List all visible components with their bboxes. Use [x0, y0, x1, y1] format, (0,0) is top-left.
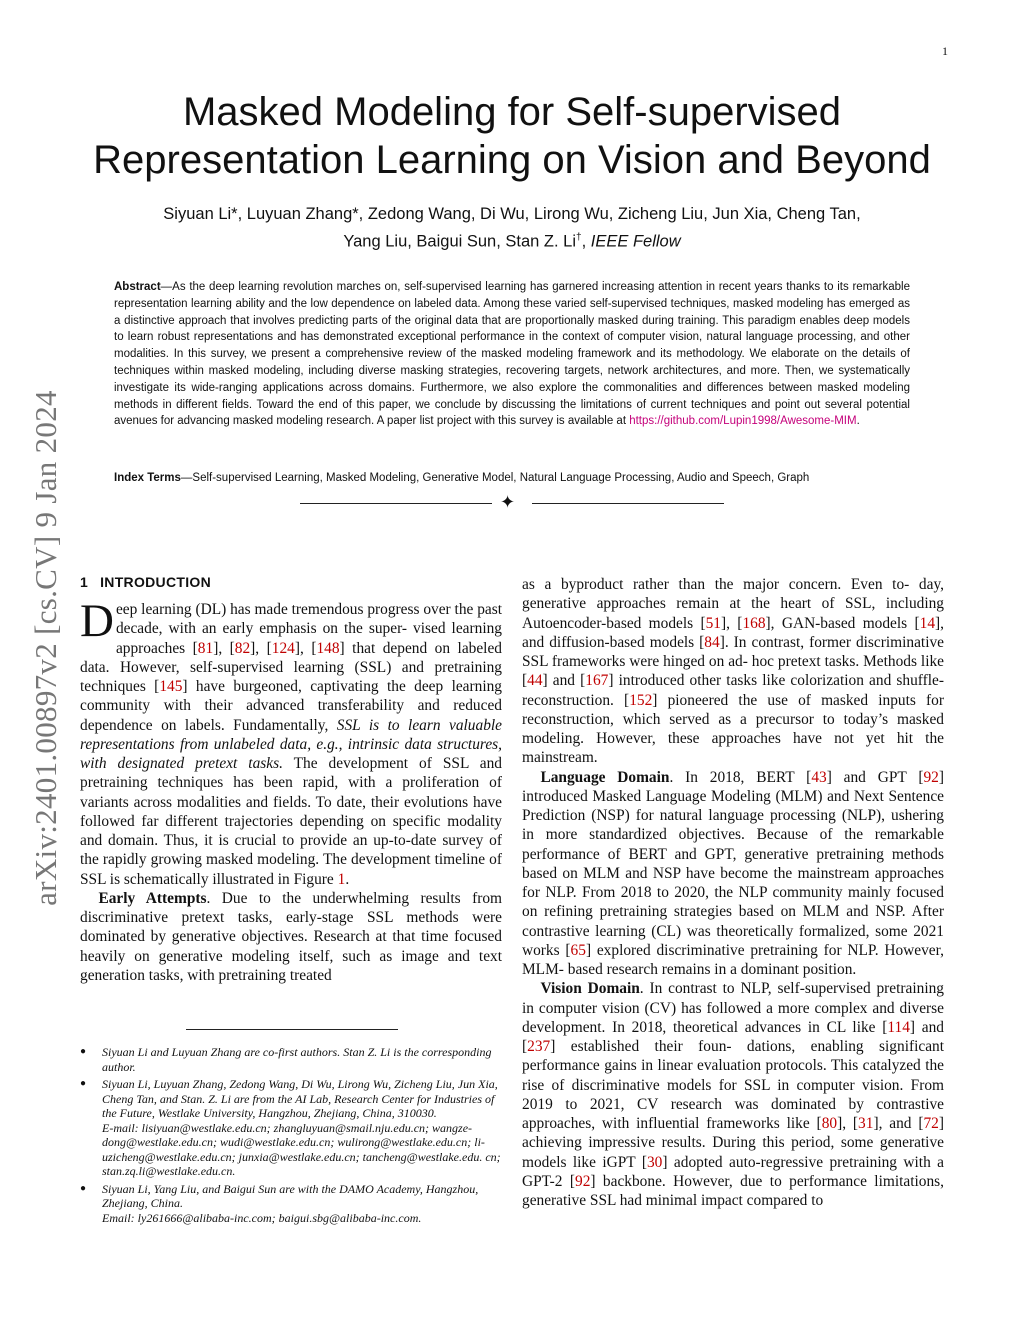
left-column [80, 572, 502, 985]
text-run: ], and diffusion-based models [ [522, 614, 944, 651]
citation-link[interactable]: 72 [923, 1115, 939, 1132]
citation-link[interactable]: 65 [570, 941, 586, 959]
text-run: ] achieving impressive results. During this period, some generative models like iGPT [ [522, 1115, 945, 1171]
title-line-1: Masked Modeling for Self-supervised [182, 90, 842, 134]
text-run: ], [ [837, 1115, 859, 1132]
paragraph-heading: Language Domain [540, 768, 670, 786]
text-run: . In contrast to NLP, self-supervised pretraining in computer vision (CV) has followed a more complex and diverse development. In 2018, theoretical advances in CL like [ [522, 980, 944, 1036]
section-number: 1 [80, 574, 89, 590]
figure-link[interactable]: 1 [337, 870, 346, 888]
arxiv-identifier-stamp: arXiv:2401.00897v2 [cs.CV] 9 Jan 2024 [28, 390, 63, 906]
separator-rule-left [300, 503, 492, 504]
text-run: ] adopted auto-regressive pretraining with a GPT-2 [ [522, 1153, 945, 1190]
index-terms-text: —Self-supervised Learning, Masked Modeling, Generative Model, Natural Language Processing, Audio and Speech, Graph [180, 472, 810, 484]
abstract-heading: Abstract [114, 281, 161, 293]
citation-link[interactable]: 82 [234, 639, 251, 657]
italic-definition: SSL is to learn valuable representations from unlabeled data, e.g., intrinsic data structures, with designated pretext tasks. [80, 716, 502, 772]
title-line-2: Representation Learning on Vision and Beyond [93, 138, 931, 182]
citation-link[interactable]: 51 [705, 614, 721, 632]
citation-link[interactable]: 80 [821, 1115, 838, 1132]
text-run: ] explored discriminative pretraining for NLP. However, MLM- based research remains in a dominant position. [522, 941, 944, 978]
author-line-2 [72, 226, 952, 254]
index-terms [114, 470, 910, 486]
text-run: ], [ [721, 614, 743, 632]
footnote-text: Siyuan Li, Yang Liu, and Baigui Sun are with the DAMO Academy, Hangzhou, Zhejiang, China. [102, 1181, 479, 1210]
text-run: ], [ [294, 639, 317, 657]
text-run: ] established their foun- dations, enabling significant performance gains in linear evaluation protocols. This catalyzed the rise of discriminative models for SSL in computer vision. From 2019 to 2021, CV research was dominated by contrastive approaches, with influential frameworks like [ [522, 1038, 944, 1132]
drop-cap: D [80, 595, 114, 647]
text-run: ], and [ [873, 1115, 924, 1132]
abstract-text: —As the deep learning revolution marches on, self-supervised learning has garnered increasing attention in recent years thanks to its remarkable representation learning ability and the low dependence on labeled data. Among these varied self-supervised techniques, masked modeling has emerged as a distinctive approach that involves predicting parts of the original data that are proportionally masked during training. This paradigm enables deep models to learn robust representations and has demonstrated exceptional performance in the context of computer vision, natural language processing, and other modalities. In this survey, we present a comprehensive review of the masked modeling framework and its methodology. We elaborate on the details of techniques within masked modeling, including diverse masking strategies, recovering targets, network architectures, and more. Then, we systematically investigate its wide-ranging applications across domains. Furthermore, we also explore the commonalities and differences between masked modeling methods in different fields. Toward the end of this paper, we conclude by discussing the limitations of current techniques and point out several potential avenues for advancing masked modeling research. A paper list project with this survey is available at [114, 281, 910, 428]
paragraph-heading: Early Attempts [98, 889, 207, 907]
diamond-ornament-icon: ✦ [500, 492, 516, 512]
citation-link[interactable]: 114 [887, 1018, 910, 1036]
text-run: ]. In contrast, former discriminative SSL frameworks were hinged on ad- hoc pretext tasks. Methods like [ [522, 633, 945, 690]
paragraph-heading: Vision Domain [540, 980, 640, 998]
bullet-icon: ● [80, 1182, 87, 1194]
text-run: ] introduced Masked Language Modeling (MLM) and Next Sentence Prediction (NSP) for natural language processing (NLP), ushering in more standardized objectives. Because of the remarkable performance of BERT and GPT, generative pretraining methods based on MLM and NSP have become the mainstream approaches for NLP. From 2018 to 2020, the NLP community mainly focused on refining pretraining strategies based on MLM and NSP. After contrastive learning (CL) was theoretically formalized, some 2021 works [ [522, 768, 944, 959]
citation-link[interactable]: 145 [159, 678, 183, 695]
footnote-rule [186, 1029, 398, 1030]
footnote-text: Siyuan Li and Luyuan Zhang are co-first authors. Stan Z. Li is the corresponding author. [102, 1045, 492, 1074]
separator-rule-right [532, 503, 724, 504]
text-run: ], [ [213, 639, 235, 657]
citation-link[interactable]: 14 [919, 614, 936, 632]
citation-link[interactable]: 167 [585, 672, 609, 690]
abstract-end: . [856, 415, 860, 428]
text-run: The development of SSL and pretraining techniques has been rapid, with a proliferation of variants across modalities and fields. To date, their evolutions have followed far different trajectories depending on specific modality and domain. Thus, it is crucial to provide an up-to-date survey of the rapidly growing masked modeling. The development timeline of SSL is schematically illustrated in Figure [80, 755, 502, 888]
intro-paragraph-1 [80, 595, 502, 889]
author-role: IEEE Fellow [590, 232, 681, 251]
author-names: Yang Liu, Baigui Sun, Stan Z. Li [343, 232, 577, 251]
text-run: ] and [ [522, 1018, 945, 1055]
text-run: ], [ [250, 639, 272, 657]
citation-link[interactable]: 168 [742, 614, 766, 632]
footnote-item [80, 1045, 502, 1074]
text-run: ] and [ [542, 672, 586, 690]
text-run: ] and GPT [ [826, 768, 924, 786]
page-number: 1 [942, 44, 948, 58]
citation-link[interactable]: 148 [316, 639, 340, 657]
text-run: . In 2018, BERT [ [669, 768, 812, 786]
text-run: as a byproduct rather than the major concern. Even to- day, generative approaches remain at the heart of SSL, including Autoencoder-based models [ [522, 576, 944, 632]
citation-link[interactable]: 152 [629, 691, 653, 709]
text-run: ], GAN-based models [ [765, 614, 920, 632]
citation-link[interactable]: 44 [527, 672, 543, 690]
citation-link[interactable]: 124 [271, 639, 295, 657]
citation-link[interactable]: 92 [575, 1172, 591, 1190]
right-column [522, 575, 944, 1210]
citation-link[interactable]: 81 [197, 639, 214, 657]
dagger-mark: † [576, 232, 582, 243]
language-domain-paragraph [522, 768, 944, 980]
section-title: INTRODUCTION [100, 574, 212, 590]
author-separator: , [581, 232, 591, 251]
footnote-email: E-mail: lisiyuan@westlake.edu.cn; zhangluyuan@smail.nju.edu.cn; wangze- dong@westlake.edu.cn; wudi@westlake.edu.cn; wulirong@westlake.edu.cn; li- uzicheng@westlake.edu.cn; junxia@westlake.edu.cn; tancheng@westlake.edu. cn; stan.zq.li@westlake.edu.cn. [102, 1120, 501, 1178]
text-run: ] have burgeoned, captivating the deep learning community with their advanced transferability and reduced dependence on labels. Fundamentally, [80, 678, 502, 734]
early-attempts-paragraph [80, 889, 502, 985]
footnote-item [80, 1077, 502, 1179]
section-separator [300, 494, 724, 514]
bullet-icon: ● [80, 1078, 87, 1089]
text-run: ] pioneered the use of masked inputs for reconstruction, which served as a precursor to today’s masked modeling. However, these approaches have not yet hit the mainstream. [522, 691, 944, 767]
footnote-email: Email: ly261666@alibaba-inc.com; baigui.sbg@alibaba-inc.com. [102, 1210, 422, 1225]
footnote-item [80, 1182, 502, 1226]
vision-domain-paragraph [522, 979, 944, 1210]
bullet-icon: ● [80, 1046, 87, 1057]
index-terms-heading: Index Terms [114, 472, 181, 484]
right-paragraph-1 [522, 575, 944, 768]
text-run: ] introduced other tasks like colorization and shuffle-reconstruction. [ [522, 672, 944, 709]
citation-link[interactable]: 43 [811, 768, 827, 786]
author-list [72, 203, 952, 254]
paper-title [72, 88, 952, 184]
citation-link[interactable]: 92 [923, 768, 939, 786]
author-line-1: Siyuan Li*, Luyuan Zhang*, Zedong Wang, Di Wu, Lirong Wu, Zicheng Liu, Jun Xia, Cheng Tan, [163, 205, 861, 223]
citation-link[interactable]: 31 [858, 1115, 874, 1132]
text-run: ] that depend on labeled data. However, self-supervised learning (SSL) and pretraining techniques [ [80, 639, 502, 695]
text-run: . Due to the underwhelming results from discriminative pretext tasks, early-stage SSL methods were dominated by generative objectives. Research at that time focused heavily on generative modeling itself, such as image and text generation tasks, with pretraining treated [80, 889, 503, 984]
text-run: . [345, 870, 350, 888]
citation-link[interactable]: 84 [704, 633, 720, 651]
footnote-text: Siyuan Li, Luyuan Zhang, Zedong Wang, Di Wu, Lirong Wu, Zicheng Liu, Jun Xia, Cheng Tan, and Stan. Z. Li are from the AI Lab, Research Center for Industries of the Future, Westlake University, Hangzhou, Zhejiang, China, 310030. [102, 1077, 498, 1120]
citation-link[interactable]: 237 [527, 1038, 551, 1055]
footnotes [80, 1045, 502, 1228]
github-link[interactable]: https://github.com/Lupin1998/Awesome-MIM [629, 415, 857, 428]
abstract [114, 279, 910, 430]
section-heading [80, 572, 502, 592]
text-run: ] backbone. However, due to performance limitations, generative SSL had minimal impact compared to [522, 1172, 944, 1209]
text-run: eep learning (DL) has made tremendous progress over the past decade, with an early emphasis on the super- vised learning approaches [ [115, 601, 502, 657]
citation-link[interactable]: 30 [646, 1153, 663, 1171]
